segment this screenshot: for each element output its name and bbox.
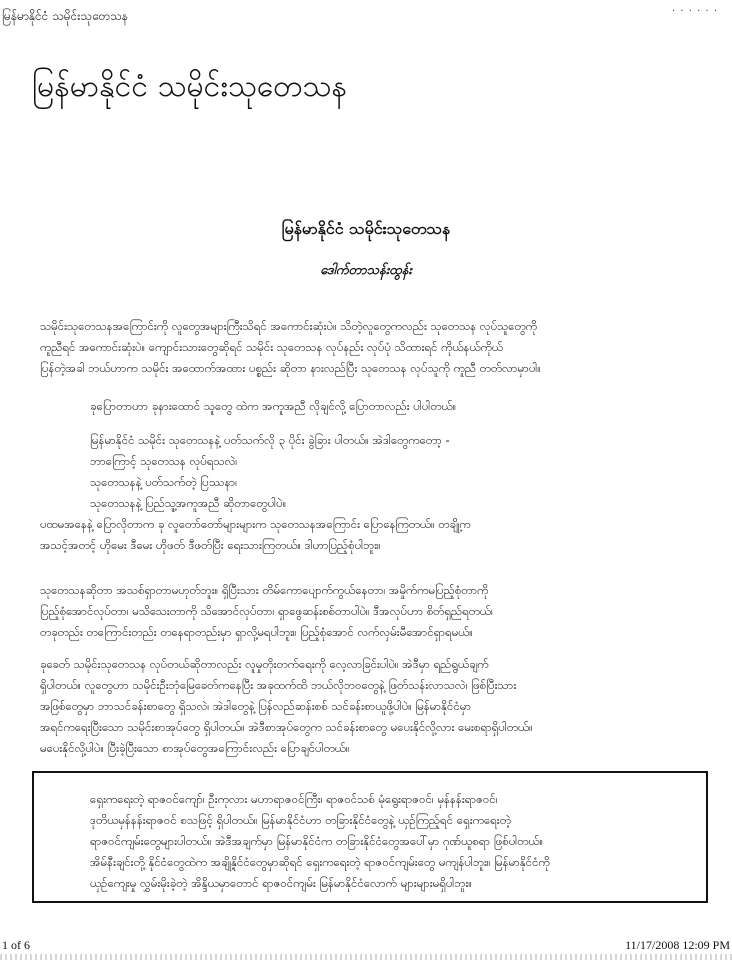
paragraph-line: မပေးနိုင်လို့ပါပဲ။ ပြီးခဲ့ပြီးသော စာအုပ်တွေအကြောင်းလည်း ပြောချင်ပါတယ်။ bbox=[40, 741, 350, 755]
list-item: သုတေသနနဲ့ ပြည်သူ့အကူအညီ ဆိုတာတွေပါပဲ။ bbox=[90, 496, 287, 510]
boxed-note-line: ယှဉ်ကျေးမှု လွှမ်းမိုးခဲ့တဲ့ အိန္ဒိယမှာတောင် ရာဇဝင်ကျမ်း မြန်မာနိုင်ငံလောက် များများမရှိပါဘူး။ bbox=[90, 876, 472, 890]
paragraph-definition bbox=[40, 580, 700, 643]
paragraph-line: သုတေသနဆိုတာ အသစ်ရှာတာမဟုတ်ဘူး။ ရှိပြီးသား တိမ်ကောပျောက်ကွယ်နေတာ၊ အမှိုက်ကမပြည့်စုံတာကို bbox=[40, 583, 489, 597]
paragraph-line: ပထမအနေနဲ့ ပြောလိုတာက ခု လူတော်တော်များများက သုတေသနအကြောင်း ပြောနေကြတယ်။ တချို့က bbox=[40, 517, 471, 531]
boxed-note-line: ဒုတိယမှန်နန်းရာဇဝင် စသဖြင့် ရှိပါတယ်။ မြန်မာနိုင်ငံဟာ တခြားနိုင်ငံတွေနဲ့ ယှဉ်ကြည့်ရင် ရှေးကရေးတဲ့ bbox=[90, 813, 511, 827]
print-timestamp: 11/17/2008 12:09 PM bbox=[625, 938, 730, 952]
paragraph-line: ရှိပါတယ်။ လူတွေဟာ သမိုင်းဦးဘုံမြေခေတ်ကနေပြီး အခုထက်ထိ ဘယ်လိုဘဝတွေနဲ့ ဖြတ်သန်းလာသလဲ၊ ဖြစ်ပြီးသား bbox=[40, 678, 517, 692]
list-item: ဘာကြောင့် သုတေသန လုပ်ရသလဲ၊ bbox=[90, 454, 238, 468]
paragraph-intro bbox=[40, 316, 700, 379]
paragraph-modern-research bbox=[40, 654, 700, 759]
paragraph-line: ခုပြောတာဟာ ခုနားထောင် သူတွေ ထဲက အကူအညီ လိုချင်လို့ ပြောတာလည်း ပါပါတယ်။ bbox=[90, 399, 457, 413]
article-subtitle: မြန်မာနိုင်ငံ သမိုင်းသုတေသန bbox=[281, 219, 451, 238]
paragraph-first-point bbox=[40, 514, 700, 556]
boxed-note-line: အိမ်နီးချင်းတို့ နိုင်ငံတွေထဲက အချို့နိုင်ငံတွေမှာဆိုရင် ရှေးကရေးတဲ့ ရာဇဝင်ကျမ်းတွေ မကျန်ပါဘူး။ မြန်မာနိုင်ငံကို bbox=[90, 855, 550, 869]
paragraph-line: ပြည့်စုံအောင်လုပ်တာ၊ မသိသေးတာကို သိအောင်လုပ်တာ၊ ရှာဖွေဆန်းစစ်တာပါပဲ။ ဒီအလုပ်ဟာ စိတ်ရှည်ရတယ်၊ bbox=[40, 604, 493, 618]
boxed-note-line: ရာဇဝင်ကျမ်းတွေများပါတယ်။ အဲဒီအချက်မှာ မြန်မာနိုင်ငံက တခြားနိုင်ငံတွေအပေါ်မှာ ဂုဏ်ယူစရာ ဖြစ်ပါတယ်။ bbox=[90, 834, 544, 848]
paragraph-three-parts bbox=[90, 430, 700, 514]
bottom-edge-artifact bbox=[0, 954, 732, 960]
page-title: မြန်မာနိုင်ငံ သမိုင်းသုတေသန bbox=[32, 69, 347, 104]
paragraph-line: အသင့်အတင့် ဟိုမေး ဒီမေး ဟိုဖတ် ဒီဖတ်ပြီး ရေးသားကြတယ်။ ဒါဟာပြည့်စုံပါဘူး။ bbox=[40, 538, 381, 552]
paragraph-line: မြန်မာနိုင်ငံ သမိုင်း သုတေသနနဲ့ ပတ်သက်လို ၃ ပိုင်း ခွဲခြား ပါတယ်။ အဲဒါတွေကတော့ - bbox=[90, 433, 450, 447]
author-name: ဒေါက်တာသန်းထွန်း bbox=[320, 263, 412, 278]
list-item: သုတေသနနဲ့ ပတ်သက်တဲ့ ပြဿနာ၊ bbox=[90, 475, 238, 489]
boxed-note-text bbox=[90, 789, 690, 894]
paragraph-line: အဖြစ်တွေမှာ ဘာသင်ခန်းစာတွေ ရှိသလဲ၊ အဲဒါတွေနဲ့ ပြန်လည်ဆန်းစစ် သင်ခန်းစာယူဖို့ပါပဲ။ မြန်မာနိုင်ငံမှာ bbox=[40, 699, 472, 713]
paragraph-purpose bbox=[90, 396, 700, 417]
paragraph-line: တခုတည်း တကြောင်းတည်း တနေရာတည်းမှာ ရှာလို့မရပါဘူး။ ပြည့်စုံအောင် လက်လှမ်းမီအောင်ရှာရမယ်။ bbox=[40, 625, 473, 639]
paragraph-line: ပြန်တဲ့အခါ ဘယ်ဟာက သမိုင်း အထောက်အထား ပစ္စည်း ဆိုတာ နားလည်ပြီး သုတေသန လုပ်သူကို ကူညီ တတ်လာမှာပါ။ bbox=[40, 361, 541, 375]
paragraph-line: သမိုင်းသုတေသနအကြောင်းကို လူတွေအများကြီးသိရင် အကောင်းဆုံးပဲ။ သိတဲ့လူတွေကလည်း သုတေသန လုပ်သူတွေကို bbox=[40, 319, 537, 333]
corner-marks: · · · · · · bbox=[672, 6, 718, 17]
page-number: 1 of 6 bbox=[2, 938, 30, 952]
paragraph-line: အရင်ကရေးပြီးသော သမိုင်းစာအုပ်တွေ ရှိပါတယ်။ အဲဒီစာအုပ်တွေက သင်ခန်းစာတွေ မပေးနိုင်လို့လား မေးစရာရှိပါတယ်။ bbox=[40, 720, 533, 734]
browser-tab-label: မြန်မာနိုင်ငံ သမိုင်းသုတေသန bbox=[2, 9, 128, 23]
paragraph-line: ခုခေတ် သမိုင်းသုတေသန လုပ်တယ်ဆိုတာလည်း လူမှုတိုးတက်ရေးကို လေ့လာခြင်းပါပဲ။ အဲဒီမှာ ရည်ရွယ်ချက် bbox=[40, 657, 489, 671]
boxed-note bbox=[32, 771, 708, 903]
paragraph-line: ကူညီရင် အကောင်းဆုံးပဲ။ ကျောင်းသားတွေဆိုရင် သမိုင်း သုတေသန လုပ်နည်း လုပ်ပုံ သိထားရင် ကိုယ်နယ်ကိုယ် bbox=[40, 340, 504, 354]
boxed-note-line: ရှေးကရေးတဲ့ ရာဇဝင်ကျော်၊ ဦးကုလား မဟာရာဇဝင်ကြီး၊ ရာဇဝင်သစ် မုံရွေးရာဇဝင်၊ မှန်နန်းရာဇဝင်၊ bbox=[90, 792, 498, 806]
